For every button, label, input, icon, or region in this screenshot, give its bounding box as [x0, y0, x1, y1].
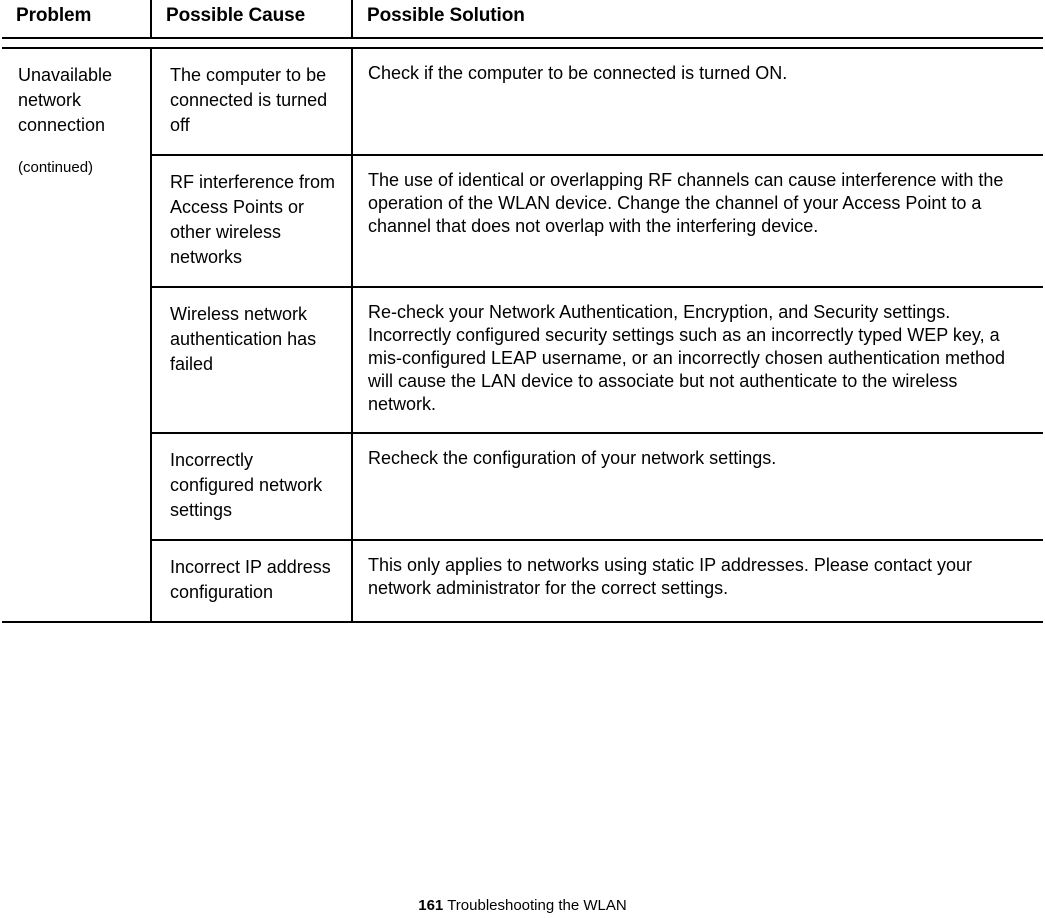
table-row: [2, 287, 1043, 433]
page-footer: [0, 896, 1045, 915]
cell-possible-solution: Check if the computer to be connected is turned ON.: [352, 48, 1043, 155]
cell-possible-cause: Incorrect IP address configuration: [151, 540, 352, 622]
cell-possible-solution: Re-check your Network Authentication, Encryption, and Security settings. Incorrectly configured security settings such as an incorrectly typed WEP key, a mis-configured LEAP username, or an incorrectly chosen authentication method will cause the LAN device to associate but not authenticate to the wireless network.: [352, 287, 1043, 433]
cell-problem: [2, 48, 151, 622]
header-double-rule: [2, 38, 1043, 48]
troubleshooting-table: [2, 0, 1043, 623]
cell-possible-solution: The use of identical or overlapping RF channels can cause interference with the operation of the WLAN device. Change the channel of your Access Point to a channel that does not overlap with the interfering device.: [352, 155, 1043, 287]
table-grid: [2, 0, 1043, 623]
cell-possible-solution: This only applies to networks using static IP addresses. Please contact your network administrator for the correct settings.: [352, 540, 1043, 622]
cell-possible-cause: RF interference from Access Points or other wireless networks: [151, 155, 352, 287]
footer-page-number: 161: [418, 897, 444, 914]
table-row: [2, 433, 1043, 540]
cell-possible-cause: The computer to be connected is turned off: [151, 48, 352, 155]
table-row: [2, 540, 1043, 622]
table-header-row: [2, 0, 1043, 38]
cell-possible-solution: Recheck the configuration of your network settings.: [352, 433, 1043, 540]
column-header-possible-cause: Possible Cause: [151, 0, 352, 38]
footer-section-title: Troubleshooting the WLAN: [447, 897, 627, 914]
cell-possible-cause: Incorrectly configured network settings: [151, 433, 352, 540]
header-rule-line: [2, 38, 1043, 48]
column-header-problem: Problem: [2, 0, 151, 38]
problem-title: Unavailable network connection: [18, 65, 113, 135]
cell-possible-cause: Wireless network authentication has failed: [151, 287, 352, 433]
problem-continued-note: (continued): [18, 159, 94, 176]
table-row: [2, 155, 1043, 287]
column-header-possible-solution: Possible Solution: [352, 0, 1043, 38]
table-row: [2, 48, 1043, 155]
